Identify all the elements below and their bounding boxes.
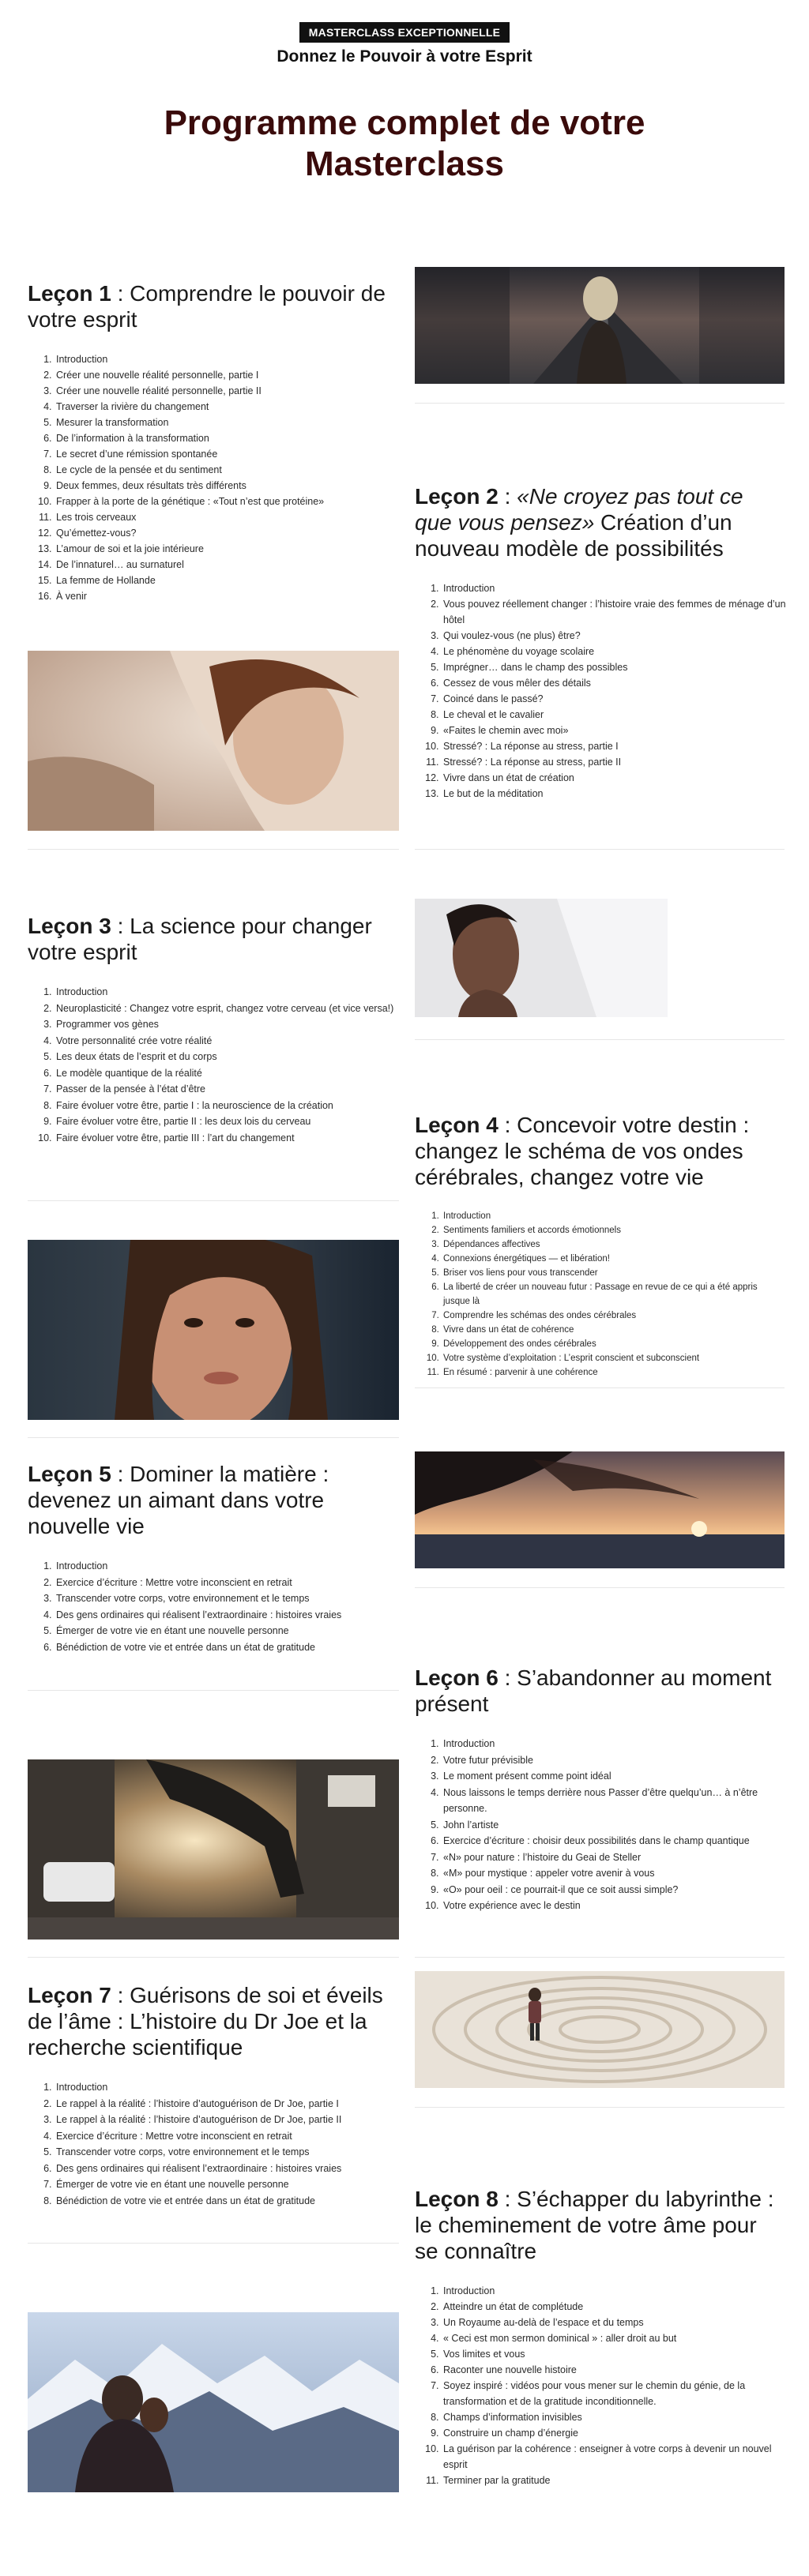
list-item: 9. Développement des ondes cérébrales [442, 1337, 786, 1351]
list-item: 6. La liberté de créer un nouveau futur : Passage en revue de ce qui a été appris jusque là [442, 1280, 786, 1309]
list-item: 10. Votre expérience avec le destin [442, 1898, 786, 1914]
divider [28, 1200, 399, 1201]
list-item: 1. Introduction [442, 1736, 786, 1752]
lesson-3-list [28, 984, 399, 1146]
list-item: 7. «N» pour nature : l’histoire du Geai de Steller [442, 1849, 786, 1866]
list-item: 8. Faire évoluer votre être, partie I : la neuroscience de la création [55, 1098, 399, 1114]
list-item: 6. Bénédiction de votre vie et entrée dans un état de gratitude [55, 1639, 399, 1656]
divider [415, 403, 785, 404]
lesson-5 [28, 1461, 399, 1655]
list-item: 6. Raconter une nouvelle histoire [442, 2362, 786, 2378]
list-item: 11. Stressé? : La réponse au stress, partie II [442, 754, 786, 770]
list-item: 2. Créer une nouvelle réalité personnelle, partie I [55, 367, 399, 383]
lesson-2 [415, 483, 786, 802]
list-item: 6. Cessez de vous mêler des détails [442, 675, 786, 691]
list-item: 4. Exercice d’écriture : Mettre votre inconscient en retrait [55, 2128, 399, 2145]
list-item: 5. Briser vos liens pour vous transcender [442, 1266, 786, 1280]
list-item: 4. « Ceci est mon sermon dominical » : aller droit au but [442, 2330, 786, 2346]
list-item: 1. Introduction [55, 2079, 399, 2096]
list-item: 6. Le modèle quantique de la réalité [55, 1065, 399, 1082]
divider [28, 1957, 399, 1958]
list-item: 3. Programmer vos gènes [55, 1016, 399, 1033]
list-item: 1. Introduction [55, 1558, 399, 1575]
list-item: 7. Le secret d’une rémission spontanée [55, 446, 399, 462]
list-item: 1. Introduction [442, 2283, 786, 2299]
list-item: 7. Passer de la pensée à l’état d’être [55, 1081, 399, 1098]
list-item: 9. Faire évoluer votre être, partie II : les deux lois du cerveau [55, 1113, 399, 1130]
profile-woman-photo [415, 899, 668, 1017]
list-item: 2. Le rappel à la réalité : l’histoire d’autoguérison de Dr Joe, partie I [55, 2096, 399, 2112]
lesson-8 [415, 2186, 786, 2488]
list-item: 8. Vivre dans un état de cohérence [442, 1323, 786, 1337]
list-item: 8. «M» pour mystique : appeler votre avenir à vous [442, 1865, 786, 1882]
list-item: 2. Sentiments familiers et accords émotionnels [442, 1223, 786, 1237]
lesson-1-list [28, 351, 399, 604]
list-item: 9. Deux femmes, deux résultats très différents [55, 478, 399, 494]
list-item: 16. À venir [55, 588, 399, 604]
list-item: 15. La femme de Hollande [55, 573, 399, 588]
lesson-1-label: Leçon 1 [28, 281, 111, 306]
lesson-3-title-text: : La science pour changer votre esprit [28, 914, 372, 964]
list-item: 9. «Faites le chemin avec moi» [442, 723, 786, 738]
list-item: 12. Qu’émettez-vous? [55, 525, 399, 541]
list-item: 3. Transcender votre corps, votre environnement et le temps [55, 1590, 399, 1607]
page-title [0, 103, 809, 185]
lesson-5-title [28, 1461, 399, 1539]
list-item: 8. Bénédiction de votre vie et entrée dans un état de gratitude [55, 2193, 399, 2210]
list-item: 3. Un Royaume au-delà de l’espace et du temps [442, 2315, 786, 2330]
list-item: 5. Transcender votre corps, votre environnement et le temps [55, 2144, 399, 2161]
lesson-2-list [415, 580, 786, 802]
lesson-6-title-text: : S’abandonner au moment présent [415, 1665, 772, 1716]
list-item: 11. Les trois cerveaux [55, 509, 399, 525]
list-item: 4. Des gens ordinaires qui réalisent l’extraordinaire : histoires vraies [55, 1607, 399, 1624]
list-item: 10. Stressé? : La réponse au stress, partie I [442, 738, 786, 754]
lesson-7-title [28, 1982, 399, 2060]
lesson-1-title-text: : Comprendre le pouvoir de votre esprit [28, 281, 386, 332]
lesson-4-label: Leçon 4 [415, 1113, 499, 1137]
list-item: 9. «O» pour oeil : ce pourrait-il que ce soit aussi simple? [442, 1882, 786, 1898]
list-item: 10. Frapper à la porte de la génétique : «Tout n’est que protéine» [55, 494, 399, 509]
lesson-1 [28, 280, 399, 604]
list-item: 7. Coincé dans le passé? [442, 691, 786, 707]
list-item: 3. Dépendances affectives [442, 1237, 786, 1252]
list-item: 6. Exercice d’écriture : choisir deux possibilités dans le champ quantique [442, 1833, 786, 1849]
list-item: 6. Des gens ordinaires qui réalisent l’extraordinaire : histoires vraies [55, 2161, 399, 2177]
divider [415, 2107, 785, 2108]
lesson-3-title [28, 913, 399, 965]
divider [28, 2243, 399, 2244]
lesson-4-list [415, 1209, 786, 1380]
labyrinth-photo [415, 1971, 785, 2088]
list-item: 4. Le phénomène du voyage scolaire [442, 644, 786, 659]
lesson-4-title [415, 1112, 786, 1190]
list-item: 4. Connexions énergétiques — et libération! [442, 1252, 786, 1266]
divider [415, 1039, 785, 1040]
list-item: 2. Votre futur prévisible [442, 1752, 786, 1769]
lesson-3 [28, 913, 399, 1146]
lesson-2-title: Leçon 2 : «Ne croyez pas tout ce que vous pensez» Création d’un nouveau modèle de possibilités [415, 484, 743, 561]
list-item: 7. Émerger de votre vie en étant une nouvelle personne [55, 2176, 399, 2193]
list-item: 6. De l’information à la transformation [55, 430, 399, 446]
list-item: 3. Le moment présent comme point idéal [442, 1768, 786, 1785]
divider [28, 1690, 399, 1691]
lesson-1-title [28, 280, 399, 332]
list-item: 13. L’amour de soi et la joie intérieure [55, 541, 399, 557]
page-title-line2: Masterclass [305, 145, 504, 183]
list-item: 5. Imprégner… dans le champ des possibles [442, 659, 786, 675]
woman-hair-photo [28, 651, 399, 831]
woman-portrait-photo [28, 1240, 399, 1420]
lesson-4 [415, 1112, 786, 1380]
list-item: 2. Neuroplasticité : Changez votre esprit, changez votre cerveau (et vice versa!) [55, 1001, 399, 1017]
divider [415, 849, 785, 850]
lesson-6-list [415, 1736, 786, 1914]
list-item: 2. Atteindre un état de complétude [442, 2299, 786, 2315]
lesson-7-title-text: : Guérisons de soi et éveils de l’âme : L’histoire du Dr Joe et la recherche scientifique [28, 1983, 383, 2060]
list-item: 7. Comprendre les schémas des ondes cérébrales [442, 1309, 786, 1323]
lesson-5-title-text: : Dominer la matière : devenez un aimant dans votre nouvelle vie [28, 1462, 329, 1538]
lesson-2-label: Leçon 2 [415, 484, 499, 509]
mountain-couple-photo [28, 2312, 399, 2492]
sunset-hair-photo [415, 1451, 785, 1568]
masterclass-badge: MASTERCLASS EXCEPTIONNELLE [299, 22, 510, 43]
list-item: 9. Construire un champ d’énergie [442, 2425, 786, 2441]
list-item: 8. Le cycle de la pensée et du sentiment [55, 462, 399, 478]
divider [415, 1587, 785, 1588]
road-woman-photo [415, 267, 785, 384]
lesson-5-label: Leçon 5 [28, 1462, 111, 1486]
list-item: 10. La guérison par la cohérence : enseigner à votre corps à devenir un nouvel esprit [442, 2441, 786, 2473]
list-item: 12. Vivre dans un état de création [442, 770, 786, 786]
lesson-8-list [415, 2283, 786, 2488]
list-item: 1. Introduction [55, 351, 399, 367]
lesson-8-title [415, 2186, 786, 2264]
list-item: 5. John l’artiste [442, 1817, 786, 1834]
list-item: 8. Champs d’information invisibles [442, 2409, 786, 2425]
lesson-6-title [415, 1665, 786, 1717]
list-item: 11. Terminer par la gratitude [442, 2473, 786, 2488]
lesson-7-list [28, 2079, 399, 2209]
list-item: 8. Le cheval et le cavalier [442, 707, 786, 723]
list-item: 14. De l’innaturel… au surnaturel [55, 557, 399, 573]
lesson-8-title-text: : S’échapper du labyrinthe : le cheminement de votre âme pour se connaître [415, 2187, 774, 2263]
list-item: 5. Vos limites et vous [442, 2346, 786, 2362]
list-item: 1. Introduction [442, 1209, 786, 1223]
page-title-line1: Programme complet de votre [164, 103, 645, 142]
list-item: 7. Soyez inspiré : vidéos pour vous mener sur le chemin du génie, de la transformation et de la gratitude inconditionnelle. [442, 2378, 786, 2409]
list-item: 11. En résumé : parvenir à une cohérence [442, 1365, 786, 1380]
divider [28, 1437, 399, 1438]
page-header [0, 22, 809, 66]
city-jump-photo [28, 1759, 399, 1940]
list-item: 4. Traverser la rivière du changement [55, 399, 399, 415]
list-item: 2. Exercice d’écriture : Mettre votre inconscient en retrait [55, 1575, 399, 1591]
lesson-6 [415, 1665, 786, 1914]
lesson-2-title-italic: «Ne croyez pas tout ce que vous pensez» [415, 484, 743, 535]
list-item: 10. Votre système d’exploitation : L’esprit conscient et subconscient [442, 1351, 786, 1365]
list-item: 10. Faire évoluer votre être, partie III : l’art du changement [55, 1130, 399, 1147]
list-item: 3. Le rappel à la réalité : l’histoire d’autoguérison de Dr Joe, partie II [55, 2112, 399, 2128]
list-item: 1. Introduction [442, 580, 786, 596]
lesson-8-label: Leçon 8 [415, 2187, 499, 2211]
lesson-5-list [28, 1558, 399, 1655]
lesson-6-label: Leçon 6 [415, 1665, 499, 1690]
list-item: 5. Mesurer la transformation [55, 415, 399, 430]
list-item: 3. Qui voulez-vous (ne plus) être? [442, 628, 786, 644]
page-subtitle: Donnez le Pouvoir à votre Esprit [277, 47, 532, 66]
lesson-4-title-text: : Concevoir votre destin : changez le schéma de vos ondes cérébrales, changez votre vie [415, 1113, 750, 1189]
lesson-7-label: Leçon 7 [28, 1983, 111, 2007]
list-item: 5. Les deux états de l’esprit et du corps [55, 1049, 399, 1065]
list-item: 4. Nous laissons le temps derrière nous Passer d’être quelqu’un… à n’être personne. [442, 1785, 786, 1817]
list-item: 13. Le but de la méditation [442, 786, 786, 802]
divider [415, 1957, 785, 1958]
list-item: 2. Vous pouvez réellement changer : l’histoire vraie des femmes de ménage d’un hôtel [442, 596, 786, 628]
lesson-7 [28, 1982, 399, 2209]
lesson-2-title-text: Création d’un nouveau modèle de possibilités [415, 510, 732, 561]
list-item: 4. Votre personnalité crée votre réalité [55, 1033, 399, 1050]
list-item: 3. Créer une nouvelle réalité personnelle, partie II [55, 383, 399, 399]
list-item: 1. Introduction [55, 984, 399, 1001]
lesson-3-label: Leçon 3 [28, 914, 111, 938]
divider [28, 849, 399, 850]
list-item: 5. Émerger de votre vie en étant une nouvelle personne [55, 1623, 399, 1639]
